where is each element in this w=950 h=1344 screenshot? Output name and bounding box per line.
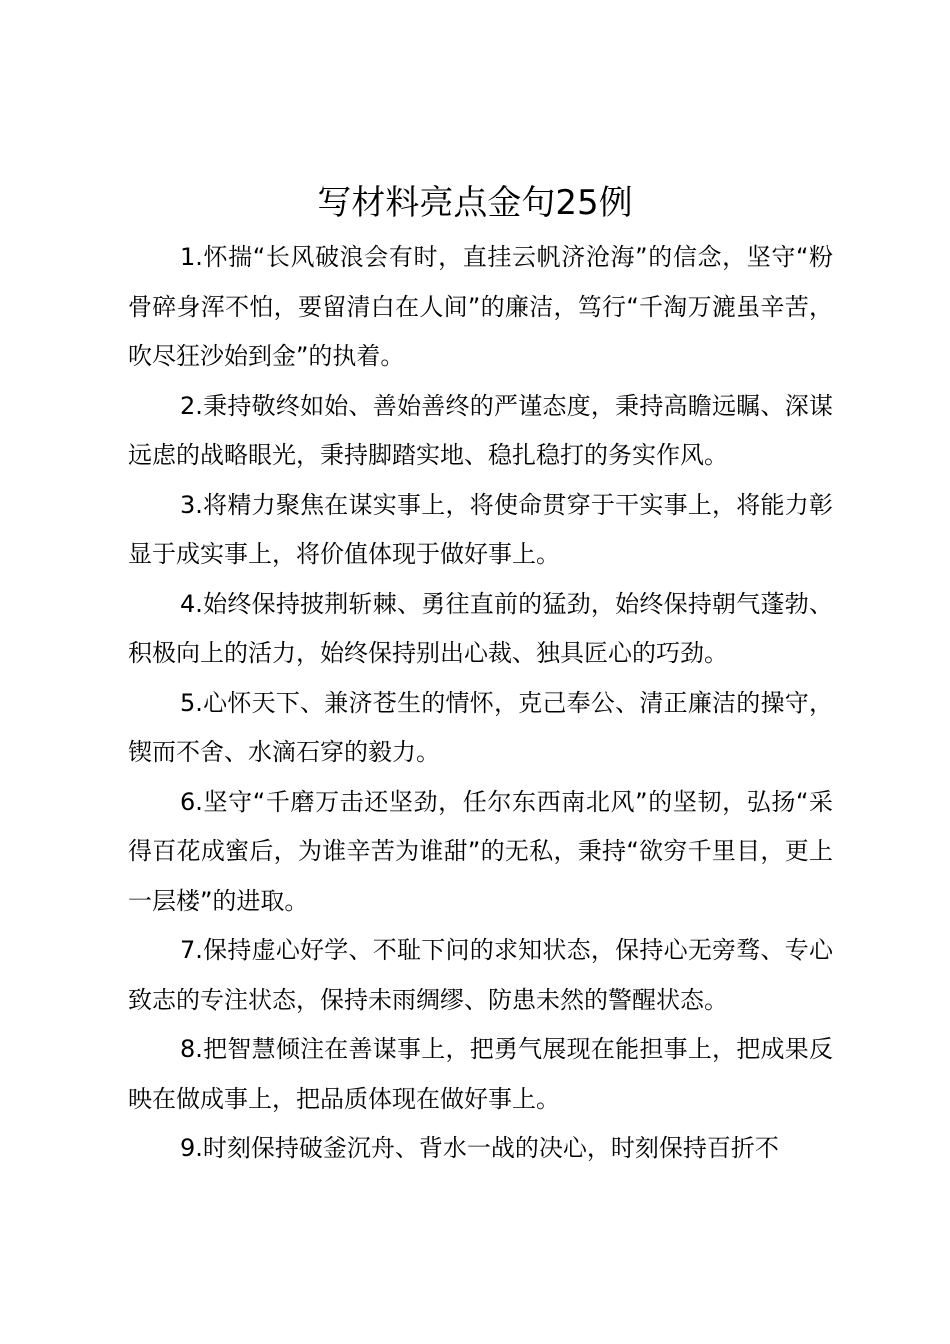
paragraph-2: 2.秉持敬终如始、善始善终的严谨态度，秉持高瞻远瞩、深谋远虑的战略眼光，秉持脚踏实地、稳扎稳打的务实作风。 (128, 391, 833, 469)
paragraph-3: 3.将精力聚焦在谋实事上，将使命贯穿于干实事上，将能力彰显于成实事上，将价值体现于做好事上。 (128, 490, 833, 568)
document-body (128, 233, 833, 1174)
paragraph-5: 5.心怀天下、兼济苍生的情怀，克己奉公、清正廉洁的操守，锲而不舍、水滴石穿的毅力。 (128, 688, 833, 766)
paragraph-1: 1.怀揣“长风破浪会有时，直挂云帆济沧海”的信念，坚守“粉骨碎身浑不怕，要留清白在人间”的廉洁，笃行“千淘万漉虽辛苦，吹尽狂沙始到金”的执着。 (128, 243, 833, 370)
document-title: 写材料亮点金句25例 (317, 183, 633, 223)
paragraph-7: 7.保持虚心好学、不耻下问的求知状态，保持心无旁骛、专心致志的专注状态，保持未雨绸缪、防患未然的警醒状态。 (128, 936, 833, 1014)
paragraph-8: 8.把智慧倾注在善谋事上，把勇气展现在能担事上，把成果反映在做成事上，把品质体现在做好事上。 (128, 1035, 833, 1113)
paragraph-6: 6.坚守“千磨万击还坚劲，任尔东西南北风”的坚韧，弘扬“采得百花成蜜后，为谁辛苦为谁甜”的无私，秉持“欲穷千里目，更上一层楼”的进取。 (128, 787, 833, 915)
paragraph-9: 9.时刻保持破釜沉舟、背水一战的决心，时刻保持百折不 (180, 1134, 779, 1162)
paragraph-4: 4.始终保持披荆斩棘、勇往直前的猛劲，始终保持朝气蓬勃、积极向上的活力，始终保持别出心裁、独具匠心的巧劲。 (128, 589, 833, 667)
